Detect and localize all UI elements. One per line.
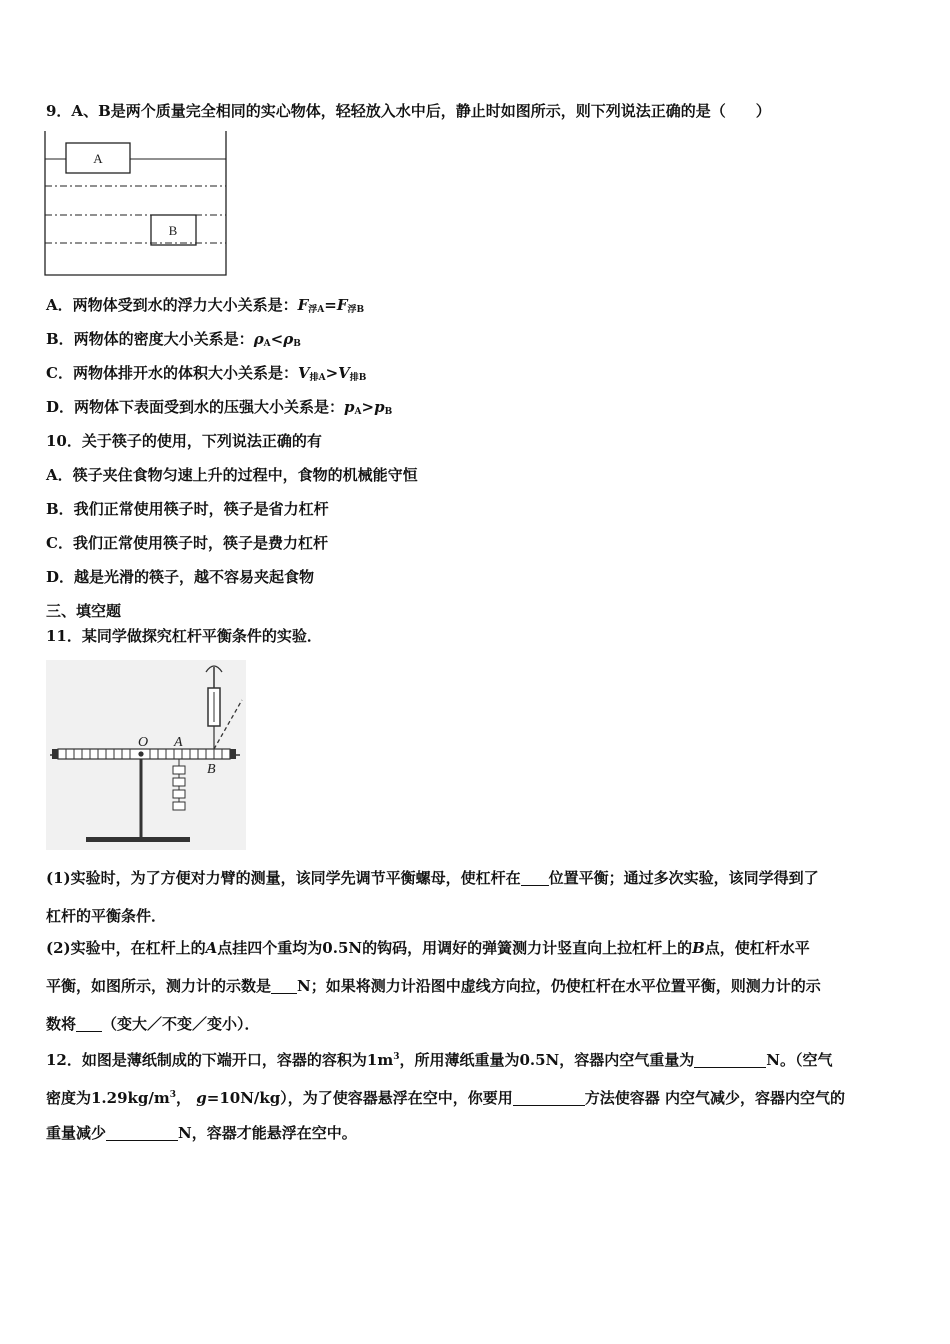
q9-option-d: D．两物体下表面受到水的压强大小关系是：$p_A>p_B$ [46, 398, 393, 417]
pivot-label-o: O [138, 735, 149, 750]
q12-line1: 12．如图是薄纸制成的下端开口，容器的容积为$1m^3$，所用薄纸重量为0.5N，容器内空气重量为 N。（空气 [46, 1051, 833, 1069]
q12-line3: 重量减少 N，容器才能悬浮在空中。 [46, 1124, 357, 1142]
q9-option-a: A．两物体受到水的浮力大小关系是：$F_{浮A}=F_{浮B}$ [46, 296, 365, 315]
q10-option-b: B．我们正常使用筷子时，筷子是省力杠杆 [46, 500, 329, 518]
point-label-a: A [174, 735, 183, 750]
q10-stem: 10．关于筷子的使用，下列说法正确的有 [46, 432, 322, 450]
q11-lever-figure [46, 660, 246, 850]
q11-part2-line2: 平衡，如图所示，测力计的示数是 N；如果将测力计沿图中虚线方向拉，仍使杠杆在水平位置平衡，则测力计的示 [46, 977, 821, 995]
q9-option-b: B．两物体的密度大小关系是：$\rho_A<\rho_B$ [46, 330, 301, 349]
block-a-label: A [93, 151, 103, 166]
q9-stem: 9．A、B是两个质量完全相同的实心物体，轻轻放入水中后，静止时如图所示，则下列说法正确的是（ ） [46, 102, 771, 120]
q12-line2: 密度为$1.29kg/m^3$， g=10N/kg），为了使容器悬浮在空中，你要用 方法使容器 内空气减少，容器内空气的 [46, 1089, 846, 1107]
q9-option-c: C．两物体排开水的体积大小关系是：$V_{排A}>V_{排B}$ [46, 364, 367, 383]
q10-option-c: C．我们正常使用筷子时，筷子是费力杠杆 [46, 534, 328, 552]
q10-option-d: D．越是光滑的筷子，越不容易夹起食物 [46, 568, 315, 586]
q10-option-a: A．筷子夹住食物匀速上升的过程中，食物的机械能守恒 [46, 466, 418, 484]
q11-stem: 11．某同学做探究杠杆平衡条件的实验． [46, 627, 322, 645]
q11-part2-line3: 数将 （变大／不变／变小）． [46, 1015, 260, 1033]
q9-figure [44, 131, 230, 277]
block-b-label: B [168, 223, 178, 238]
q11-part1-line2: 杠杆的平衡条件． [46, 907, 167, 925]
q11-part2-line1: (2)实验中，在杠杆上的A点挂四个重均为0.5N的钩码，用调好的弹簧测力计竖直向上拉杠杆上的B点，使杠杆水平 [46, 939, 810, 957]
point-label-b: B [207, 762, 216, 777]
q11-part1-line1: (1)实验时，为了方便对力臂的测量，该同学先调节平衡螺母，使杠杆在 位置平衡；通过多次实验，该同学得到了 [46, 869, 819, 887]
section-heading: 三、填空题 [46, 602, 122, 620]
